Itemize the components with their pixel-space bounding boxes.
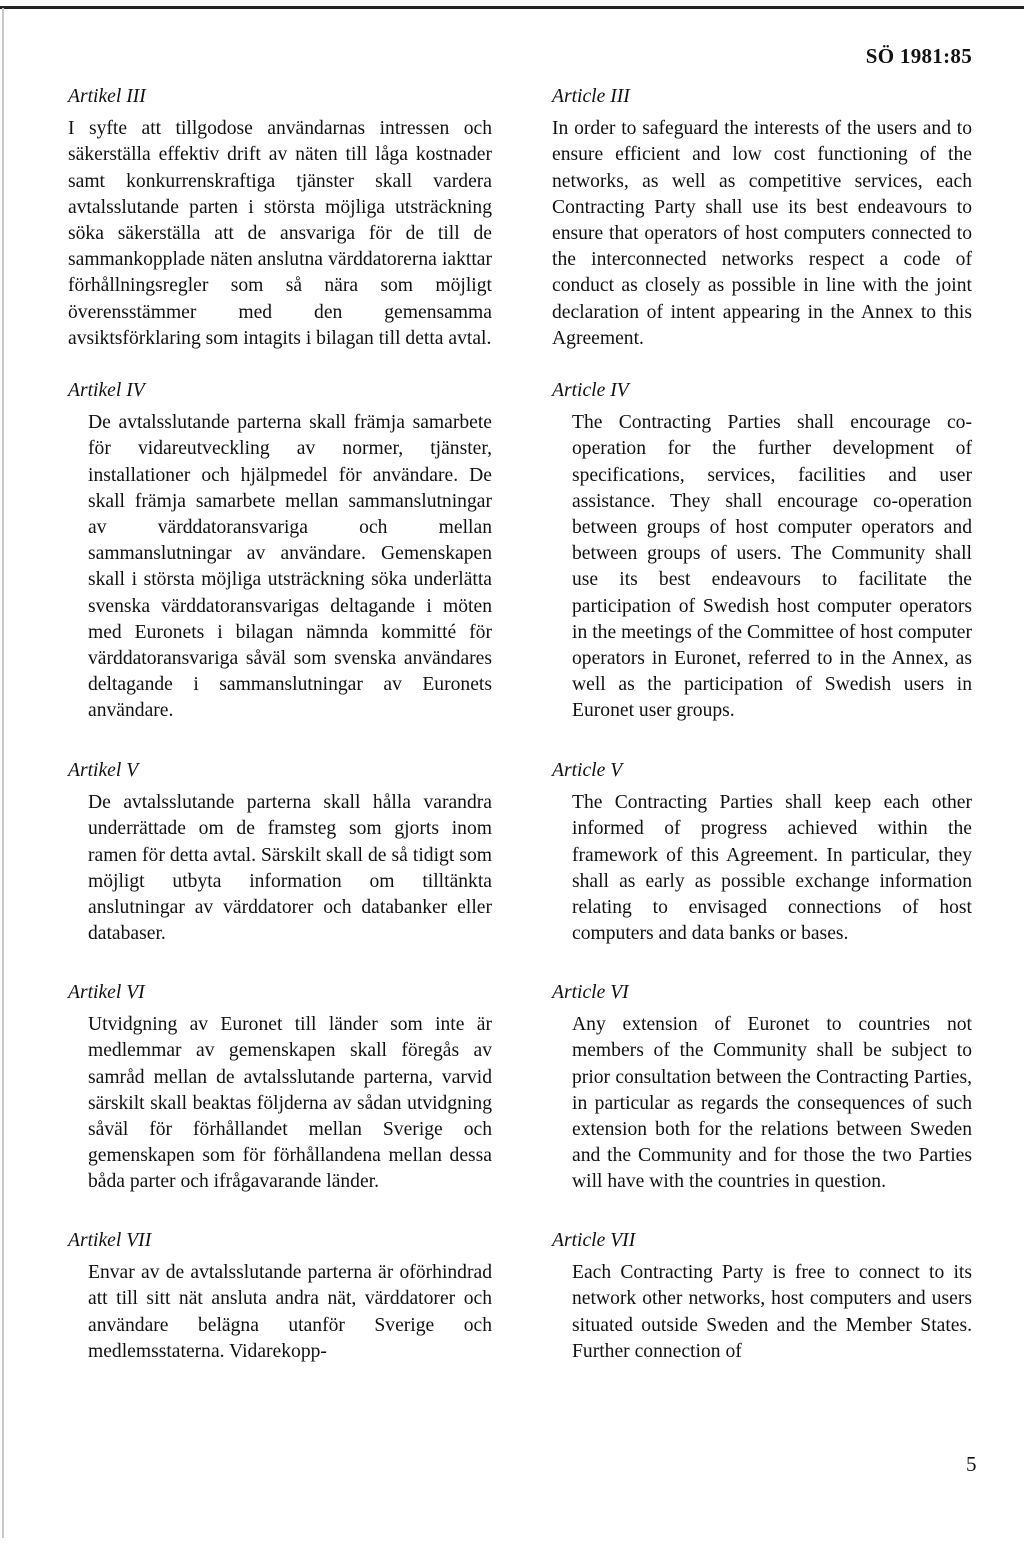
article-vii-sv: [68, 1228, 492, 1365]
article-iii-en: [552, 84, 972, 352]
article-v-en: [552, 758, 972, 947]
article-heading: Artikel V: [68, 760, 139, 781]
article-iii-sv: [68, 84, 492, 352]
article-heading: Article V: [552, 760, 623, 781]
article-vii-en: [552, 1228, 972, 1365]
article-heading: Artikel VII: [68, 1230, 152, 1251]
article-heading: Article IV: [552, 380, 629, 401]
article-body: The Contracting Parties shall keep each other informed of progress achieved within the framework of this Agreement. In particular, they shall as early as possible exchange information relating to envisaged connections of host computers and data banks or bases.: [572, 792, 972, 945]
article-body: Utvidgning av Euronet till länder som inte är medlemmar av gemenskapen skall föregås av samråd mellan de avtalsslutande parterna, varvid särskilt skall beaktas följderna av sådan utvidgning såväl för förhållandet mellan Sverige och gemenskapen som för förhållandena mellan dessa båda parter och ifrågavarande länder.: [88, 1014, 492, 1193]
article-vi-en: [552, 980, 972, 1196]
page-left-rule: [2, 8, 4, 1538]
article-v-sv: [68, 758, 492, 947]
article-heading: Artikel III: [68, 86, 146, 107]
article-body: De avtalsslutande parterna skall hålla varandra underrättade om de framsteg som gjorts inom ramen för detta avtal. Särskilt skall de så tidigt som möjligt utbyta information om tilltänkta anslutningar av värddatorer och databanker eller databaser.: [88, 792, 492, 945]
page-top-rule: [0, 6, 1024, 9]
article-heading: Article VII: [552, 1230, 636, 1251]
article-heading: Article III: [552, 86, 630, 107]
document-reference: SÖ 1981:85: [865, 44, 972, 68]
article-heading: Artikel VI: [68, 982, 145, 1003]
article-heading: Artikel IV: [68, 380, 145, 401]
article-body: Envar av de avtalsslutande parterna är oförhindrad att till sitt nät ansluta andra nät, värddatorer och användare belägna utanför Sverige och medlemsstaterna. Vidarekopp-: [88, 1262, 492, 1362]
article-body: Any extension of Euronet to countries not members of the Community shall be subject to prior consultation between the Contracting Parties, in particular as regards the consequences of such extension both for the relations between Sweden and the Community and for those the two Parties will have with the countries in question.: [572, 1014, 972, 1193]
article-heading: Article VI: [552, 982, 629, 1003]
article-vi-sv: [68, 980, 492, 1196]
page-number: 5: [966, 1452, 977, 1476]
article-iv-sv: [68, 378, 492, 725]
article-body: Each Contracting Party is free to connect to its network other networks, host computers and users situated outside Sweden and the Member States. Further connection of: [572, 1262, 972, 1362]
article-iv-en: [552, 378, 972, 725]
article-body: In order to safeguard the interests of the users and to ensure efficient and low cost functioning of the networks, as well as competitive services, each Contracting Party shall use its best endeavours to ensure that operators of host computers connected to the interconnected networks respect a code of conduct as closely as possible in line with the joint declaration of intent appearing in the Annex to this Agreement.: [552, 118, 972, 349]
article-body: De avtalsslutande parterna skall främja samarbete för vidareutveckling av normer, tjänster, installationer och hjälpmedel för användare. De skall främja samarbete mellan sammanslutningar av värddatoransvariga och mellan sammanslutningar av användare. Gemenskapen skall i största möjliga utsträckning söka underlätta svenska värddatoransvarigas deltagande i möten med Euronets i bilagan nämnda kommitté för värddatoransvariga såväl som svenska användares deltagande i sammanslutningar av Euronets användare.: [88, 412, 492, 722]
article-body: I syfte att tillgodose användarnas intressen och säkerställa effektiv drift av näten till låga kostnader samt konkurrenskraftiga tjänster skall vardera avtalsslutande parten i största möjliga utsträckning söka säkerställa att de ansvariga för de till de sammankopplade näten anslutna värddatorerna iakttar förhållningsregler som så nära som möjligt överensstämmer med den gemensamma avsiktsförklaring som intagits i bilagan till detta avtal.: [68, 118, 492, 349]
article-body: The Contracting Parties shall encourage co-operation for the further development of specifications, services, facilities and user assistance. They shall encourage co-operation between groups of host computer operators and between groups of users. The Community shall use its best endeavours to facilitate the participation of Swedish host computer operators in the meetings of the Committee of host computer operators in Euronet, referred to in the Annex, as well as the participation of Swedish users in Euronet user groups.: [572, 412, 972, 722]
